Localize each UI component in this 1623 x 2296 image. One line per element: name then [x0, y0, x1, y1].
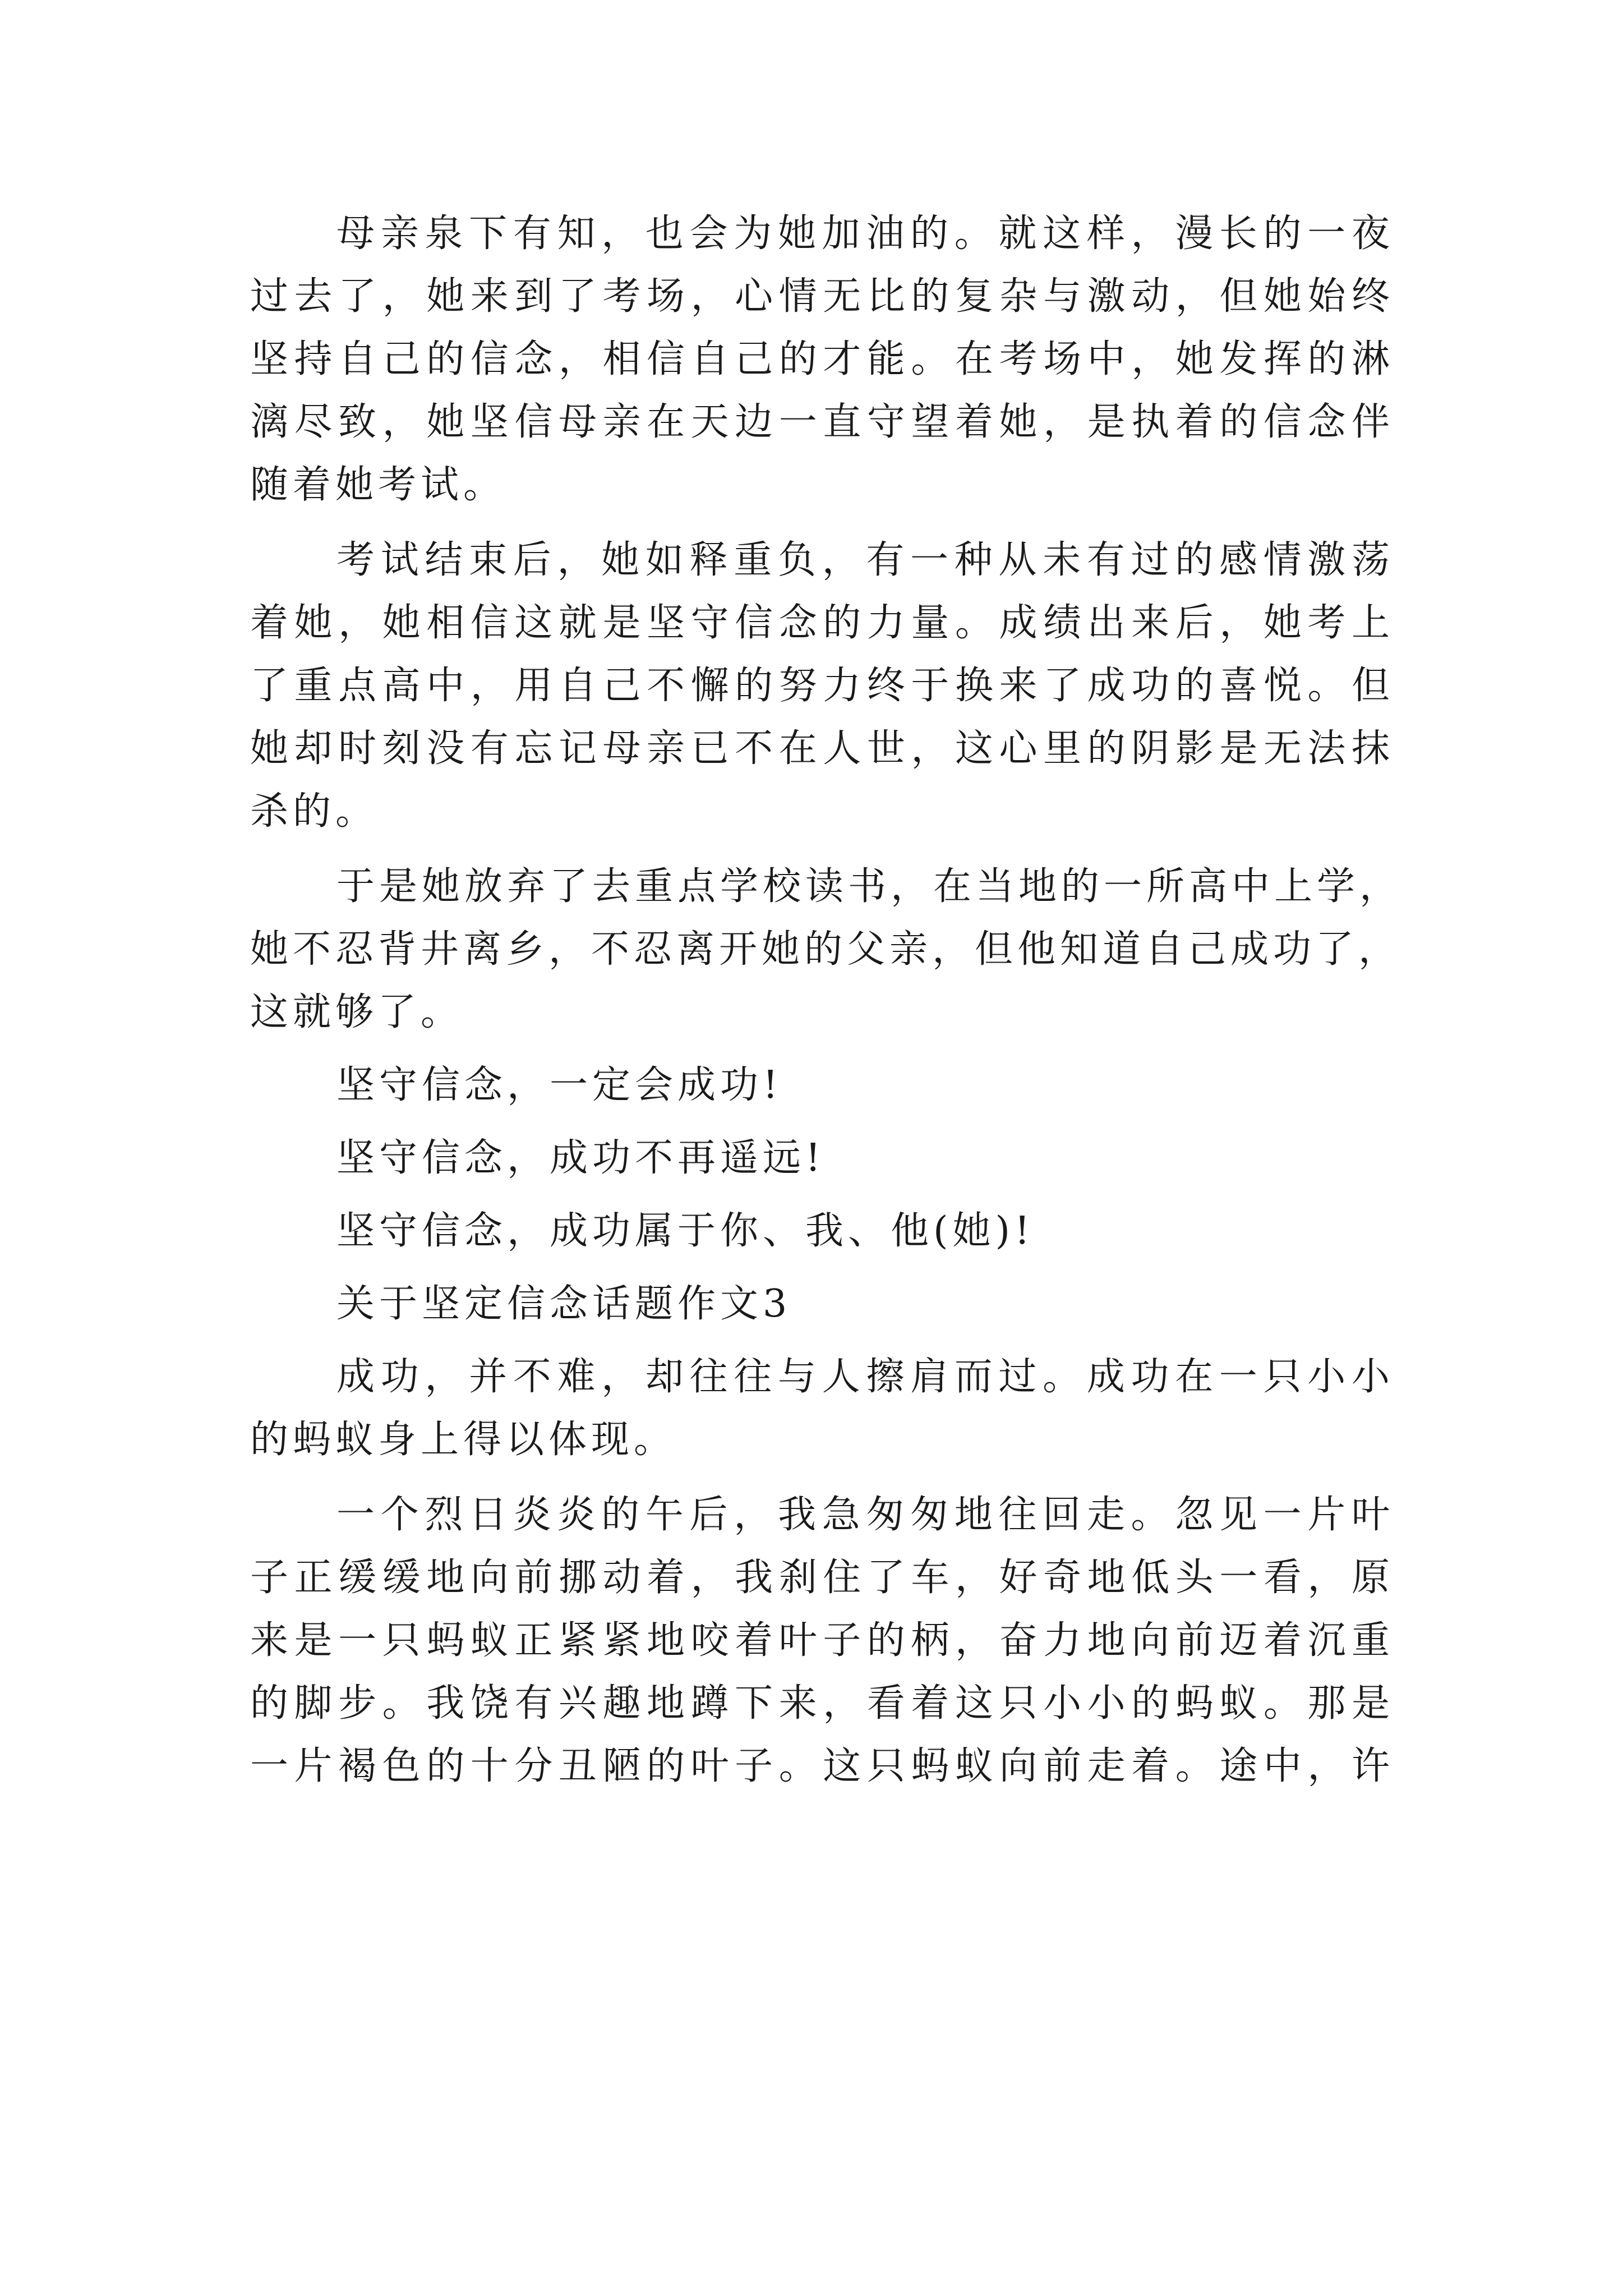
- text-line-21: 子正缓缓地向前挪动着，我刹住了车，好奇地低头一看，原: [250, 1556, 1394, 1600]
- text-line-18: 成功，并不难，却往往与人擦肩而过。成功在一只小小: [336, 1355, 1394, 1399]
- text-line-22: 来是一只蚂蚁正紧紧地咬着叶子的柄，奋力地向前迈着沉重: [250, 1618, 1394, 1663]
- text-line-1: 母亲泉下有知，也会为她加油的。就这样，漫长的一夜: [336, 211, 1394, 256]
- text-line-3: 坚持自己的信念，相信自己的才能。在考场中，她发挥的淋: [250, 337, 1394, 381]
- text-line-7: 着她，她相信这就是坚守信念的力量。成绩出来后，她考上: [250, 601, 1394, 645]
- text-line-20: 一个烈日炎炎的午后，我急匆匆地往回走。忽见一片叶: [336, 1493, 1394, 1537]
- text-line-19: 的蚂蚁身上得以体现。: [250, 1418, 677, 1462]
- text-line-23: 的脚步。我饶有兴趣地蹲下来，看着这只小小的蚂蚁。那是: [250, 1681, 1394, 1726]
- text-line-15: 坚守信念，成功不再遥远!: [336, 1136, 826, 1180]
- text-line-5: 随着她考试。: [250, 463, 506, 507]
- text-line-14: 坚守信念，一定会成功!: [336, 1063, 783, 1107]
- text-line-11: 于是她放弃了去重点学校读书，在当地的一所高中上学，: [336, 864, 1403, 909]
- text-line-24: 一片褐色的十分丑陋的叶子。这只蚂蚁向前走着。途中，许: [250, 1744, 1394, 1788]
- section-heading: 关于坚定信念话题作文3: [336, 1282, 792, 1326]
- text-line-8: 了重点高中，用自己不懈的努力终于换来了成功的喜悦。但: [250, 664, 1394, 708]
- text-line-16: 坚守信念，成功属于你、我、他(她)!: [336, 1209, 1035, 1253]
- text-line-13: 这就够了。: [250, 990, 464, 1034]
- text-line-10: 杀的。: [250, 789, 379, 834]
- text-line-2: 过去了，她来到了考场，心情无比的复杂与激动，但她始终: [250, 274, 1394, 319]
- text-line-4: 漓尽致，她坚信母亲在天边一直守望着她，是执着的信念伴: [250, 400, 1394, 444]
- text-line-9: 她却时刻没有忘记母亲已不在人世，这心里的阴影是无法抹: [250, 726, 1394, 771]
- text-line-12: 她不忍背井离乡，不忍离开她的父亲，但他知道自己成功了，: [250, 927, 1401, 972]
- text-line-6: 考试结束后，她如释重负，有一种从未有过的感情激荡: [336, 538, 1394, 582]
